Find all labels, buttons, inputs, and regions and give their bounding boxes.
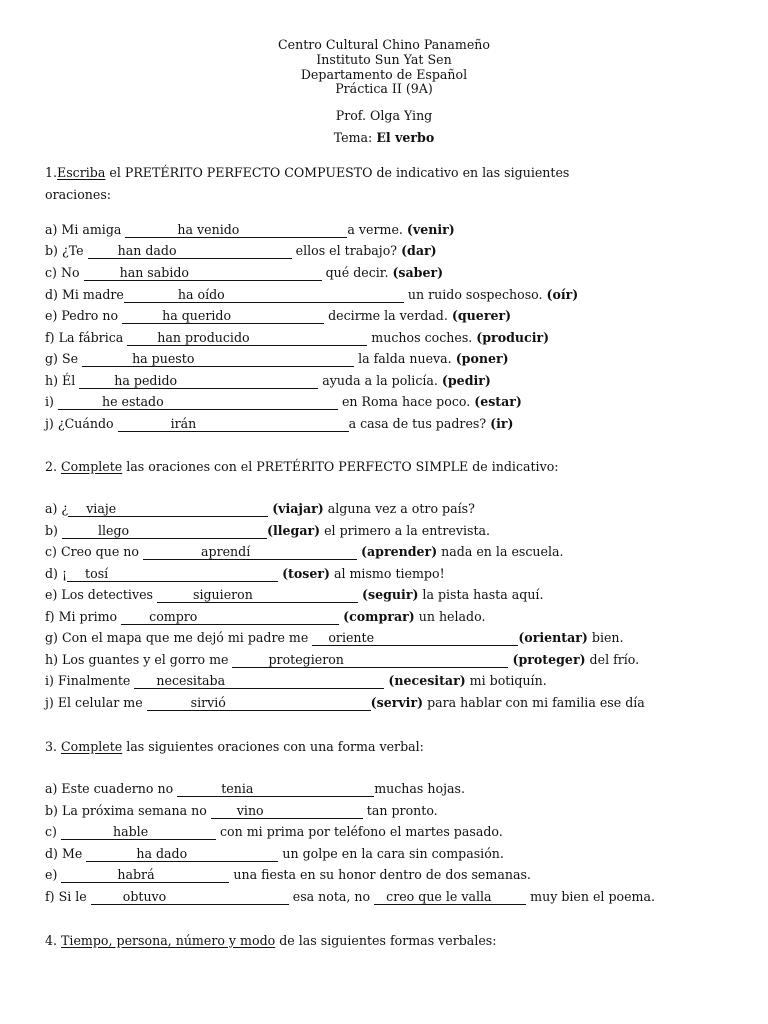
answer-blank: han sabido xyxy=(84,265,322,281)
answer-blank: llego xyxy=(62,523,267,539)
answer-blank: ha pedido xyxy=(79,373,318,389)
s3-item: d) Me ha dado un golpe en la cara sin compasión. xyxy=(45,846,504,861)
s2-item: d) ¡ tosí (toser) al mismo tiempo! xyxy=(45,566,445,581)
s3-item: f) Si le obtuvo esa nota, no creo que le valla muy bien el poema. xyxy=(45,889,656,904)
answer-blank: obtuvo xyxy=(91,889,289,905)
s1-item: g) Se ha puesto la falda nueva. (poner) xyxy=(45,351,509,366)
practice-title: Práctica II (9A) xyxy=(335,81,433,96)
answer-blank: ha puesto xyxy=(82,351,354,367)
s2-item: h) Los guantes y el gorro me protegieron (proteger) del frío. xyxy=(45,652,640,667)
s1-item: i) he estado en Roma hace poco. (estar) xyxy=(45,394,522,409)
s3-item: a) Este cuaderno no tenia muchas hojas. xyxy=(45,781,465,796)
s2-item: g) Con el mapa que me dejó mi padre me oriente (orientar) bien. xyxy=(45,630,624,645)
section-3-verb: Complete xyxy=(61,739,123,754)
professor-name: Prof. Olga Ying xyxy=(335,108,433,123)
answer-blank-2: creo que le valla xyxy=(374,889,526,905)
answer-blank: irán xyxy=(118,416,349,432)
answer-blank: protegieron xyxy=(232,652,508,668)
answer-blank: tenia xyxy=(177,781,374,797)
s1-item: e) Pedro no ha querido decirme la verdad. (querer) xyxy=(45,308,512,323)
answer-blank: han producido xyxy=(127,330,367,346)
section-1-instruction-cont: oraciones: xyxy=(45,187,112,202)
s1-item: b) ¿Te han dado ellos el trabajo? (dar) xyxy=(45,243,437,258)
s2-item: b) llego (llegar) el primero a la entrevista. xyxy=(45,523,491,538)
section-1-instruction: 1.Escriba el PRETÉRITO PERFECTO COMPUESTO de indicativo en las siguientes xyxy=(45,165,570,180)
answer-blank: he estado xyxy=(58,394,338,410)
s1-item: c) No han sabido qué decir. (saber) xyxy=(45,265,444,280)
answer-blank: siguieron xyxy=(157,587,358,603)
s2-item: f) Mi primo compro (comprar) un helado. xyxy=(45,609,486,624)
s1-item: a) Mi amiga ha venido a verme. (venir) xyxy=(45,222,455,237)
s1-item: f) La fábrica han producido muchos coches. (producir) xyxy=(45,330,550,345)
section-2-verb: Complete xyxy=(61,459,123,474)
answer-blank: ha querido xyxy=(122,308,324,324)
topic-value: El verbo xyxy=(376,130,435,145)
s3-item: b) La próxima semana no vino tan pronto. xyxy=(45,803,438,818)
answer-blank: oriente xyxy=(312,630,518,646)
s1-item: d) Mi madre ha oído un ruido sospechoso. (oír) xyxy=(45,287,579,302)
answer-blank: han dado xyxy=(88,243,292,259)
s1-item: h) Él ha pedido ayuda a la policía. (pedir) xyxy=(45,373,491,388)
s1-item: j) ¿Cuándo irán a casa de tus padres? (ir) xyxy=(45,416,514,431)
s2-item: e) Los detectives siguieron (seguir) la pista hasta aquí. xyxy=(45,587,544,602)
answer-blank: habrá xyxy=(61,867,229,883)
answer-blank: necesitaba xyxy=(134,673,384,689)
s3-item: c) hable con mi prima por teléfono el martes pasado. xyxy=(45,824,503,839)
department-name: Departamento de Español xyxy=(300,67,468,82)
answer-blank: sirvió xyxy=(147,695,371,711)
answer-blank: ha oído xyxy=(124,287,404,303)
section-1-verb: Escriba xyxy=(57,165,106,180)
answer-blank: ha dado xyxy=(86,846,278,862)
section-3-instruction: 3. Complete las siguientes oraciones con una forma verbal: xyxy=(45,739,424,754)
s2-item: c) Creo que no aprendí (aprender) nada en la escuela. xyxy=(45,544,564,559)
answer-blank: ha venido xyxy=(125,222,347,238)
section-4-instruction: 4. Tiempo, persona, número y modo de las siguientes formas verbales: xyxy=(45,933,497,948)
school-name: Centro Cultural Chino Panameño xyxy=(278,37,490,52)
s3-item: e) habrá una fiesta en su honor dentro de dos semanas. xyxy=(45,867,531,882)
s2-item: j) El celular me sirvió (servir) para hablar con mi familia ese día xyxy=(45,695,645,710)
s2-item: a) ¿ viaje (viajar) alguna vez a otro país? xyxy=(45,501,475,516)
section-4-verb: Tiempo, persona, número y modo xyxy=(61,933,276,948)
answer-blank: compro xyxy=(121,609,339,625)
s2-item: i) Finalmente necesitaba (necesitar) mi botiquín. xyxy=(45,673,547,688)
section-2-instruction: 2. Complete las oraciones con el PRETÉRITO PERFECTO SIMPLE de indicativo: xyxy=(45,459,559,474)
institute-name: Instituto Sun Yat Sen xyxy=(316,52,452,67)
answer-blank: tosí xyxy=(67,566,278,582)
topic-line xyxy=(0,130,768,146)
answer-blank: viaje xyxy=(68,501,268,517)
answer-blank: vino xyxy=(211,803,363,819)
answer-blank: aprendí xyxy=(143,544,357,560)
topic-label: Tema: xyxy=(333,130,373,145)
answer-blank: hable xyxy=(61,824,216,840)
